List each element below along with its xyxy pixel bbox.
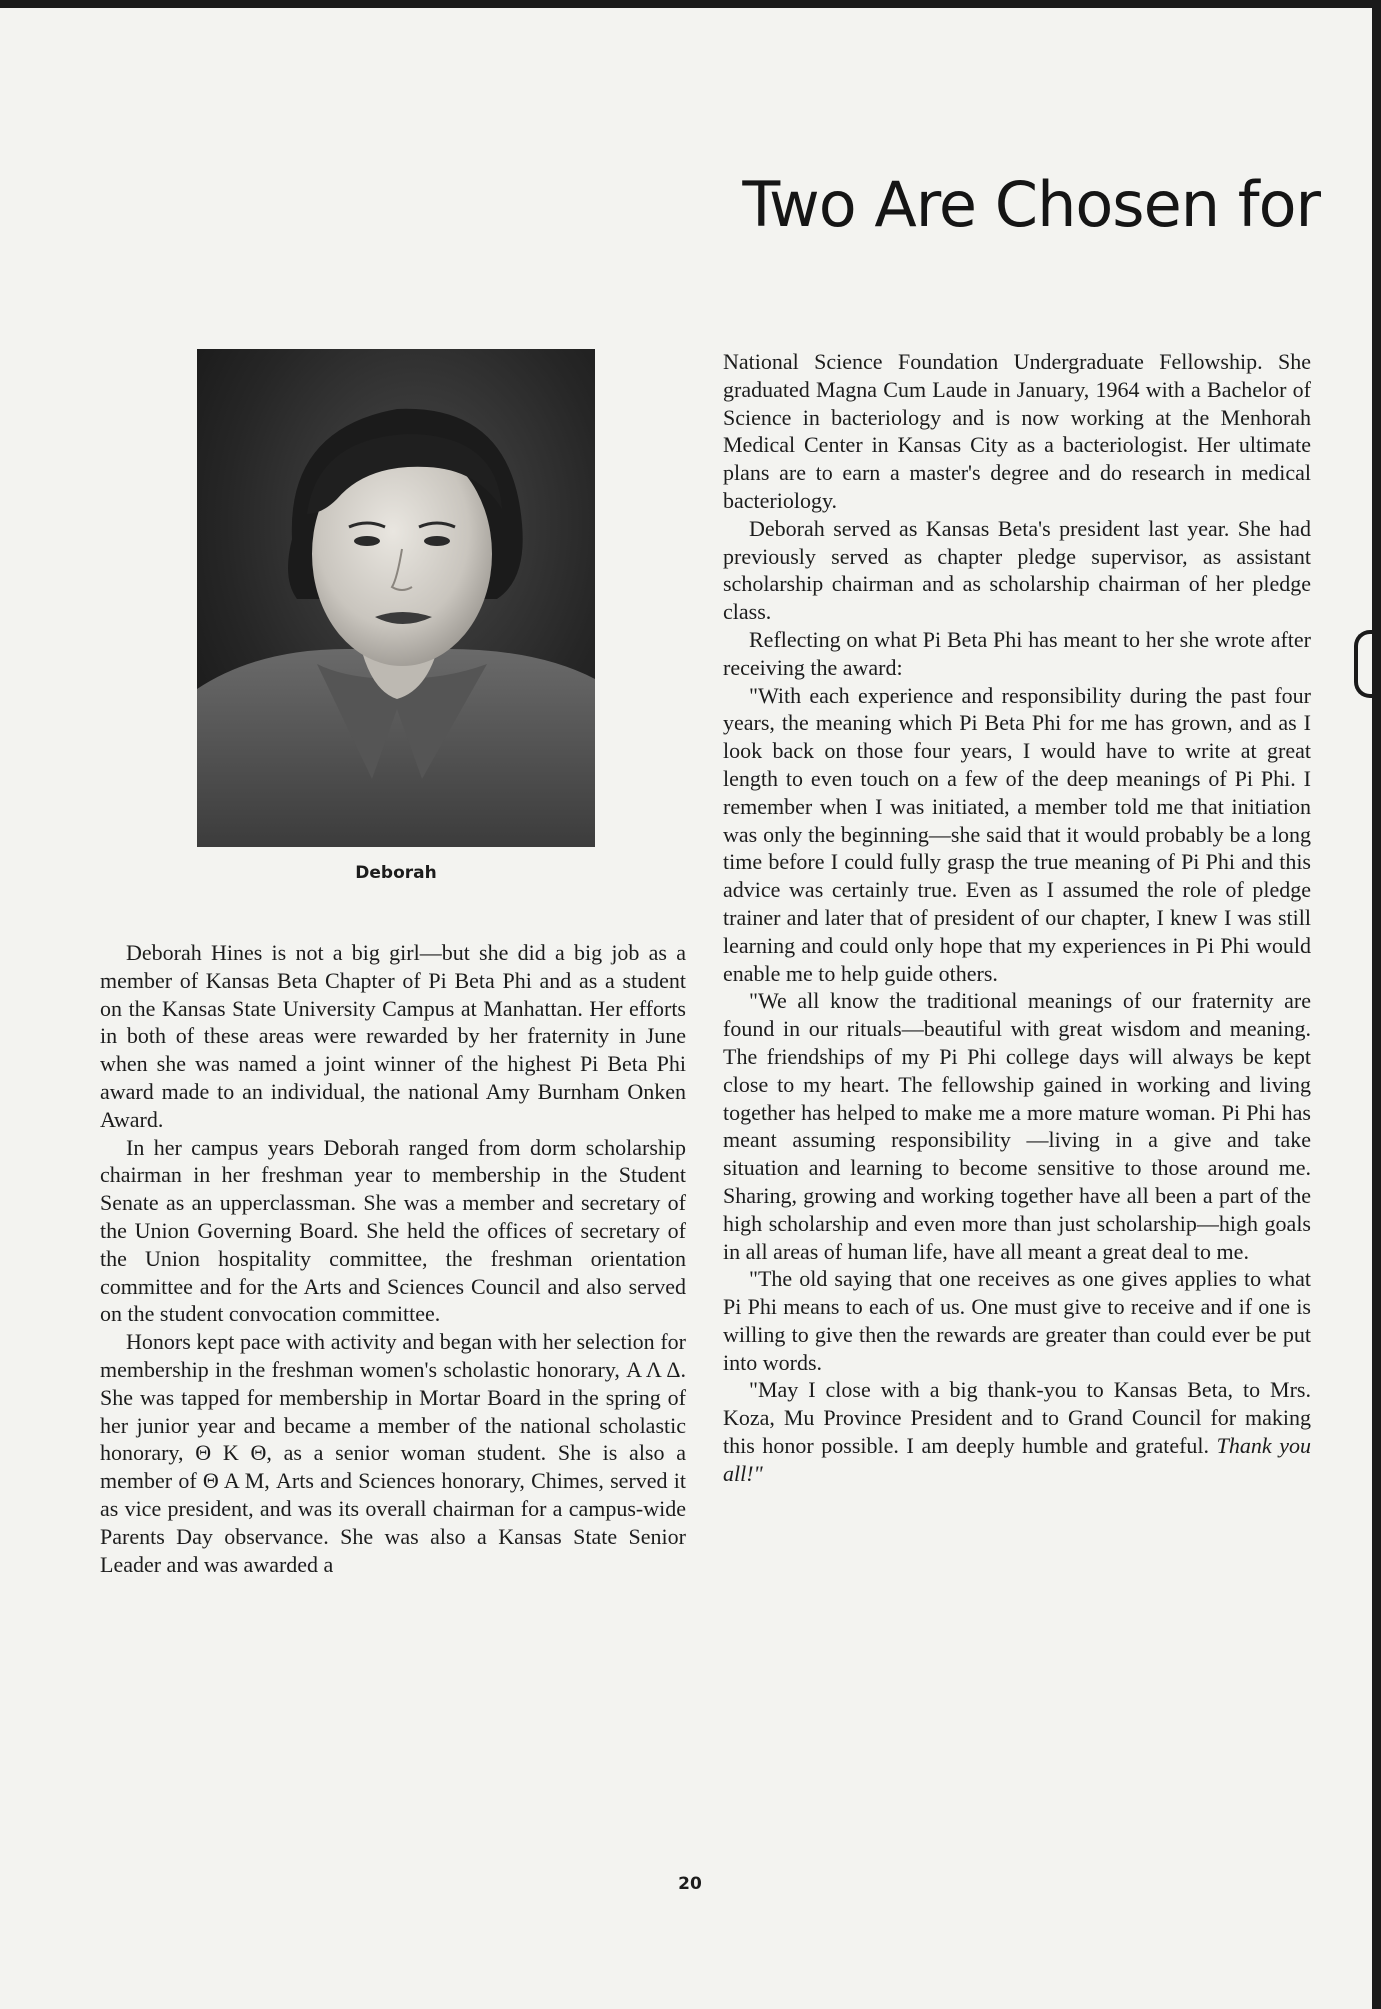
left-text-column bbox=[100, 939, 686, 1578]
right-text-column bbox=[723, 348, 1311, 1488]
article-title: Two Are Chosen for bbox=[742, 168, 1320, 241]
quote-paragraph: "We all know the traditional meanings of our fraternity are found in our rituals—beautiful with great wisdom and meaning. The friendships of my Pi Phi college days will always be kept close to my heart. The fellowship gained in working and living together has helped to make me a more mature woman. Pi Phi has meant assuming responsibility —living in a give and take situation and learning to become sensitive to those around me. Sharing, growing and working together have all been a part of the high scholarship and even more than just scholarship—high goals in all areas of human life, have all meant a great deal to me. bbox=[723, 988, 1311, 1264]
right-page-edge bbox=[1372, 8, 1381, 2009]
page-edge-tab bbox=[1354, 630, 1372, 698]
portrait-illustration bbox=[197, 349, 595, 847]
article-paragraph: Deborah Hines is not a big girl—but she did a big job as a member of Kansas Beta Chapter of Pi Beta Phi and as a student on the Kansas State University Campus at Manhattan. Her efforts in both of these areas were rewarded by her fraternity in June when she was named a joint winner of the highest Pi Beta Phi award made to an individual, the national Amy Burnham Onken Award. bbox=[100, 940, 686, 1132]
portrait-photo bbox=[197, 349, 595, 847]
closing-signoff: Thank you all!" bbox=[723, 1433, 1312, 1486]
top-border-rule bbox=[0, 0, 1381, 8]
quote-paragraph: "With each experience and responsibility during the past four years, the meaning which Pi Beta Phi for me has grown, and as I look back on those four years, I would have to write at great length to even touch on a few of the deep meanings of Pi Phi. I remember when I was initiated, a member told me that initiation was only the beginning—she said that it would probably be a long time before I could fully grasp the true meaning of Pi Phi and this advice was certainly true. Even as I assumed the role of pledge trainer and later that of president of our chapter, I knew I was still learning and could only hope that my experiences in Pi Phi would enable me to help guide others. bbox=[723, 682, 1311, 986]
article-paragraph: In her campus years Deborah ranged from dorm scholarship chairman in her freshman year to membership in the Student Senate as an upperclassman. She was a member and secretary of the Union Governing Board. She held the offices of secretary of the Union hospitality committee, the freshman orientation committee and for the Arts and Sciences Council and also served on the student convocation committee. bbox=[100, 1134, 686, 1327]
article-paragraph: Deborah served as Kansas Beta's president last year. She had previously served as chapter pledge supervisor, as assistant scholarship chairman and as scholarship chairman of her pledge class. bbox=[723, 515, 1311, 625]
closing-text: "May I close with a big thank-you to Kansas Beta, to Mrs. Koza, Mu Province President and to Grand Council for making this honor possible. I am deeply humble and grateful. bbox=[723, 1377, 1311, 1459]
photo-caption: Deborah bbox=[355, 863, 437, 883]
closing-paragraph bbox=[723, 1376, 1311, 1487]
page-number: 20 bbox=[678, 1874, 702, 1894]
article-paragraph-continued: National Science Foundation Undergraduate Fellowship. She graduated Magna Cum Laude in January, 1964 with a Bachelor of Science in bacteriology and is now working at the Menhorah Medical Center in Kansas City as a bacteriologist. Her ultimate plans are to earn a master's degree and do research in medical bacteriology. bbox=[723, 349, 1311, 513]
article-paragraph: Reflecting on what Pi Beta Phi has meant to her she wrote after receiving the award: bbox=[723, 626, 1311, 680]
article-paragraph: Honors kept pace with activity and began with her selection for membership in the freshman women's scholastic honorary, Α Λ Δ. She was tapped for membership in Mortar Board in the spring of her junior year and became a member of the national scholastic honorary, Θ Κ Θ, as a senior woman student. She is also a member of Θ Α Μ, Arts and Sciences honorary, Chimes, served it as vice president, and was its overall chairman for a campus-wide Parents Day observance. She was also a Kansas State Senior Leader and was awarded a bbox=[100, 1329, 686, 1577]
quote-paragraph: "The old saying that one receives as one gives applies to what Pi Phi means to each of us. One must give to receive and if one is willing to give then the rewards are greater than could ever be put into words. bbox=[723, 1266, 1311, 1375]
